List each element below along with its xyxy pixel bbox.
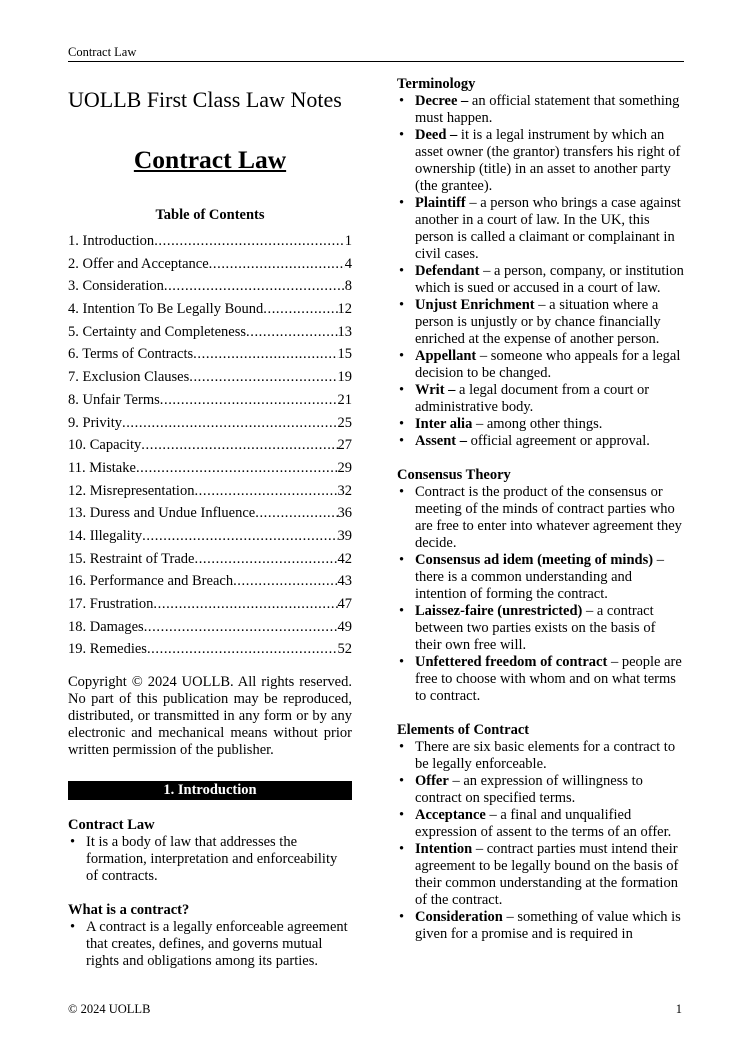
running-header: Contract Law	[68, 45, 137, 59]
toc-entry-page: 49	[337, 618, 352, 635]
terminology-heading: Terminology	[397, 76, 476, 92]
term-definition: – a person, company, or institution which is sued or accused in a court of law.	[415, 263, 684, 296]
toc-entry[interactable]	[68, 594, 352, 617]
toc-entry[interactable]	[68, 367, 352, 390]
consensus-heading: Consensus Theory	[397, 467, 511, 483]
toc-leader-dots	[263, 299, 337, 319]
list-item	[397, 416, 684, 433]
toc-entry[interactable]	[68, 639, 352, 662]
term-label: Appellant	[415, 348, 477, 364]
toc-entry-page: 42	[337, 550, 352, 567]
term-definition: – among other things.	[472, 416, 603, 432]
list-item	[397, 263, 684, 297]
toc-entry-label: 7. Exclusion Clauses	[68, 369, 190, 386]
term-label: Intention	[415, 841, 473, 857]
list-item	[397, 433, 684, 450]
list-item	[397, 603, 684, 654]
toc-entry-label: 3. Consideration	[68, 278, 164, 295]
contract-law-block	[68, 817, 352, 885]
toc-leader-dots	[193, 344, 337, 364]
toc-leader-dots	[153, 594, 337, 614]
footer-copyright: © 2024 UOLLB	[68, 1002, 151, 1016]
list-item	[397, 552, 684, 603]
toc-leader-dots	[122, 413, 338, 433]
elements-list	[397, 739, 684, 943]
what-is-contract-heading: What is a contract?	[68, 902, 190, 919]
list-item	[397, 297, 684, 348]
toc-entry[interactable]	[68, 549, 352, 572]
toc-entry-page: 36	[337, 505, 352, 522]
list-item	[397, 127, 684, 195]
toc-leader-dots	[194, 549, 337, 569]
toc-entry[interactable]	[68, 458, 352, 481]
toc-heading: Table of Contents	[155, 207, 265, 223]
toc-entry-page: 21	[337, 391, 352, 408]
toc-leader-dots	[144, 617, 338, 637]
consensus-block	[397, 467, 684, 705]
table-of-contents	[68, 231, 352, 662]
toc-entry-label: 13. Duress and Undue Influence	[68, 505, 256, 522]
toc-leader-dots	[142, 526, 337, 546]
terminology-list	[397, 93, 684, 450]
toc-entry-page: 8	[344, 278, 352, 295]
toc-leader-dots	[189, 367, 337, 387]
toc-entry-label: 15. Restraint of Trade	[68, 550, 195, 567]
toc-entry[interactable]	[68, 276, 352, 299]
toc-entry-label: 16. Performance and Breach	[68, 573, 234, 590]
toc-entry[interactable]	[68, 413, 352, 436]
toc-entry-label: 4. Intention To Be Legally Bound	[68, 301, 264, 318]
toc-entry-page: 25	[337, 414, 352, 431]
term-definition: – something of value which is given for a promise and is required in	[415, 909, 681, 942]
term-definition: it is a legal instrument by which an asset owner (the grantor) transfers his right of ownership (title) in an asset to another party (the grantee).	[415, 127, 681, 194]
toc-entry[interactable]	[68, 503, 352, 526]
header-rule	[68, 61, 684, 62]
toc-entry[interactable]	[68, 344, 352, 367]
term-definition: official agreement or approval.	[466, 433, 650, 449]
toc-entry-label: 18. Damages	[68, 618, 144, 635]
toc-entry[interactable]	[68, 299, 352, 322]
toc-leader-dots	[209, 254, 345, 274]
toc-entry[interactable]	[68, 254, 352, 277]
term-label: Consideration	[415, 909, 503, 925]
list-item	[397, 484, 684, 552]
term-label: Inter alia	[415, 416, 473, 432]
toc-entry-label: 14. Illegality	[68, 527, 143, 544]
toc-entry-page: 52	[337, 641, 352, 658]
list-item	[397, 807, 684, 841]
toc-leader-dots	[233, 571, 337, 591]
term-definition: – a person who brings a case against another in a court of law. In the UK, this person is called a claimant or complainant in civil cases.	[415, 195, 681, 262]
term-definition: – a situation where a person is unjustly or by chance financially enriched at the expense of another person.	[415, 297, 661, 347]
toc-entry-label: 6. Terms of Contracts	[68, 346, 194, 363]
term-label: Decree –	[415, 93, 469, 109]
toc-leader-dots	[147, 639, 338, 659]
toc-leader-dots	[141, 435, 337, 455]
list-item	[397, 195, 684, 263]
page-number: 1	[675, 1002, 682, 1016]
toc-entry-page: 19	[337, 369, 352, 386]
toc-entry-label: 11. Mistake	[68, 459, 136, 476]
copyright-notice: Copyright © 2024 UOLLB. All rights reserved. No part of this publication may be reproduced, distributed, or transmitted in any form or by any electronic and mechanical means without prior written permission of the publisher.	[68, 674, 352, 759]
toc-entry[interactable]	[68, 435, 352, 458]
term-definition: – people are free to choose with whom and on what terms to contract.	[415, 654, 682, 704]
toc-entry-page: 13	[337, 323, 352, 340]
toc-entry-label: 17. Frustration	[68, 596, 154, 612]
toc-leader-dots	[154, 231, 345, 251]
list-item: • A contract is a legally enforceable agreement that creates, defines, and governs mutual rights and obligations among its parties.	[68, 919, 352, 970]
toc-leader-dots	[164, 276, 345, 296]
toc-entry-page: 27	[337, 437, 352, 454]
term-label: Deed –	[415, 127, 458, 143]
toc-entry-page: 29	[337, 459, 352, 476]
document-title: Contract Law	[133, 145, 287, 174]
section-heading-introduction: 1. Introduction	[68, 781, 352, 800]
term-definition: There are six basic elements for a contract to be legally enforceable.	[415, 739, 676, 772]
what-is-contract-block	[68, 902, 352, 970]
term-label: Defendant	[415, 263, 480, 279]
toc-entry-label: 8. Unfair Terms	[68, 391, 160, 408]
toc-entry[interactable]	[68, 526, 352, 549]
list-item	[397, 909, 684, 943]
toc-leader-dots	[194, 481, 337, 501]
list-item	[397, 841, 684, 909]
consensus-list	[397, 484, 684, 705]
toc-entry[interactable]	[68, 571, 352, 594]
term-definition: – an expression of willingness to contract on specified terms.	[415, 773, 643, 806]
toc-leader-dots	[246, 322, 338, 342]
term-definition: a legal document from a court or administrative body.	[415, 382, 650, 415]
term-label: Offer	[415, 773, 449, 789]
elements-block	[397, 722, 684, 943]
term-label: Writ –	[415, 382, 456, 398]
toc-entry-page: 39	[337, 527, 352, 544]
term-label: Plaintiff	[415, 195, 466, 211]
toc-entry-label: 2. Offer and Acceptance	[68, 255, 209, 272]
toc-entry-label: 5. Certainty and Completeness	[68, 323, 246, 340]
toc-entry-page: 47	[337, 596, 352, 612]
toc-leader-dots	[136, 458, 338, 478]
toc-entry[interactable]	[68, 617, 352, 640]
right-column	[397, 76, 684, 943]
list-item	[397, 773, 684, 807]
toc-leader-dots	[255, 503, 337, 523]
left-column	[68, 86, 352, 970]
term-definition: – a final and unqualified expression of assent to the terms of an offer.	[415, 807, 672, 840]
list-item	[397, 93, 684, 127]
toc-entry-label: 12. Misrepresentation	[68, 482, 195, 499]
toc-leader-dots	[160, 390, 338, 410]
list-item	[397, 654, 684, 705]
toc-entry-label: 9. Privity	[68, 414, 122, 431]
term-definition: – someone who appeals for a legal decision to be changed.	[415, 348, 681, 381]
term-definition: – contract parties must intend their agreement to be legally bound on the basis of their common understanding at the formation of the contract.	[415, 841, 679, 908]
toc-entry[interactable]	[68, 231, 352, 254]
toc-entry-label: 19. Remedies	[68, 641, 147, 658]
term-label: Assent –	[415, 433, 467, 449]
toc-entry[interactable]	[68, 322, 352, 345]
toc-entry[interactable]	[68, 481, 352, 504]
term-definition: an official statement that something must happen.	[415, 93, 680, 126]
toc-entry-page: 12	[337, 301, 352, 318]
list-item: • It is a body of law that addresses the formation, interpretation and enforceability of contracts.	[68, 834, 352, 885]
elements-heading: Elements of Contract	[397, 722, 530, 738]
toc-entry-label: 10. Capacity	[68, 437, 142, 454]
contract-law-heading: Contract Law	[68, 817, 155, 834]
toc-entry-page: 32	[337, 482, 352, 499]
terminology-block	[397, 76, 684, 450]
term-definition: – a contract between two parties exists on the basis of their own free will.	[415, 603, 656, 653]
term-label: Unjust Enrichment	[415, 297, 535, 313]
toc-entry-page: 4	[344, 255, 352, 272]
toc-entry-page: 1	[344, 233, 352, 249]
list-item	[397, 739, 684, 773]
term-label: Unfettered freedom of contract	[415, 654, 608, 670]
term-label: Acceptance	[415, 807, 486, 823]
toc-entry-page: 15	[337, 346, 352, 363]
list-item	[397, 348, 684, 382]
toc-entry-label: 1. Introduction	[68, 233, 155, 249]
toc-entry-page: 43	[337, 573, 352, 590]
list-item	[397, 382, 684, 416]
term-label: Laissez-faire (unrestricted)	[415, 603, 583, 619]
toc-entry[interactable]	[68, 390, 352, 413]
term-label: Consensus ad idem (meeting of minds)	[415, 552, 654, 568]
series-title: UOLLB First Class Law Notes	[68, 87, 342, 112]
term-definition: Contract is the product of the consensus or meeting of the minds of contract parties who are free to enter into whatever agreement they decide.	[415, 484, 682, 551]
term-definition: – there is a common understanding and intention of forming the contract.	[415, 552, 664, 602]
